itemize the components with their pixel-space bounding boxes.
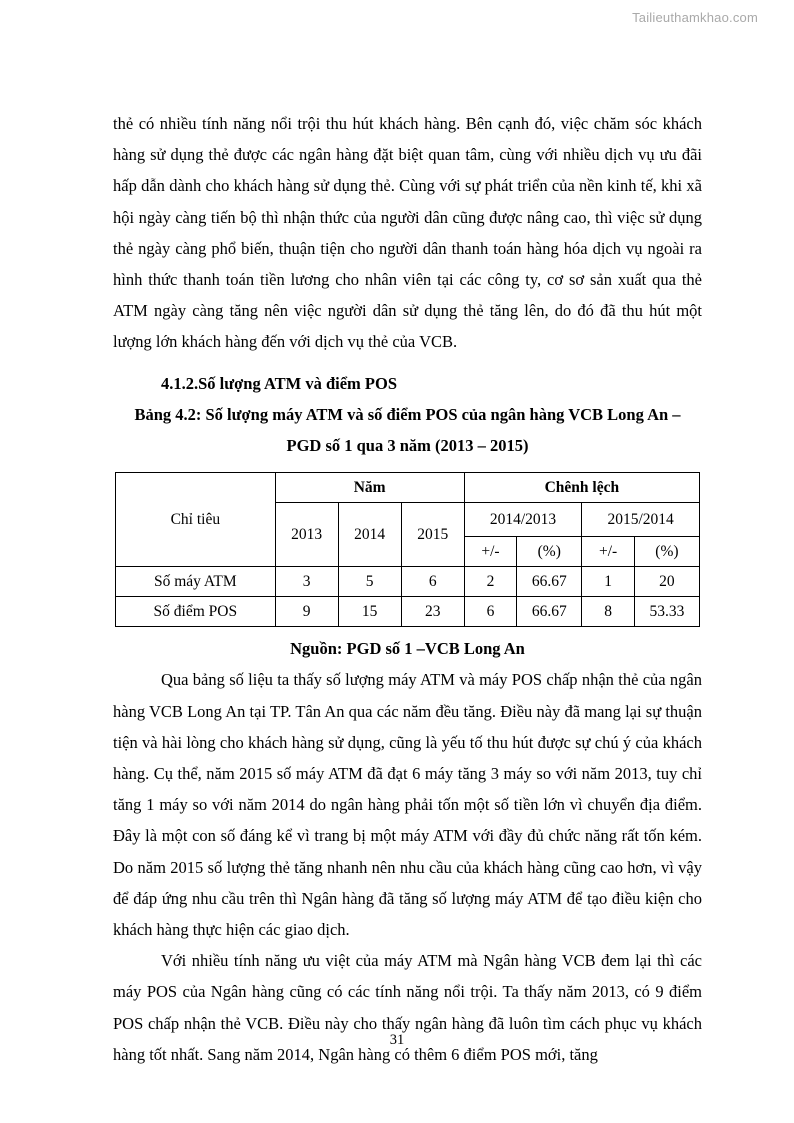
cell-pos-diff-2014-2013-pct: 66.67 (517, 597, 582, 627)
header-cell-sub-percent-1: (%) (517, 537, 582, 567)
cell-atm-2013: 3 (275, 567, 338, 597)
table-caption-line-1: Bảng 4.2: Số lượng máy ATM và số điểm POS của ngân hàng VCB Long An – (134, 404, 681, 424)
cell-pos-diff-2015-2014-pct: 53.33 (634, 597, 699, 627)
table-source-note: Nguồn: PGD số 1 –VCB Long An (290, 639, 525, 659)
watermark-text: Tailieuthamkhao.com (632, 10, 758, 25)
content-column (113, 108, 702, 1070)
cell-pos-2013: 9 (275, 597, 338, 627)
row-label-so-diem-pos: Số điểm POS (116, 597, 276, 627)
page-number: 31 (389, 1032, 405, 1048)
cell-atm-diff-2014-2013-pct: 66.67 (517, 567, 582, 597)
table-row (116, 567, 700, 597)
section-heading: 4.1.2.Số lượng ATM và điểm POS (161, 373, 398, 393)
cell-atm-diff-2015-2014-pct: 20 (634, 567, 699, 597)
header-cell-diff-2015-2014: 2015/2014 (582, 503, 700, 537)
cell-pos-2015: 23 (401, 597, 464, 627)
header-cell-year-2015: 2015 (401, 503, 464, 567)
header-cell-sub-plusminus-1: +/- (464, 537, 517, 567)
table-row (116, 597, 700, 627)
cell-pos-diff-2014-2013-abs: 6 (464, 597, 517, 627)
table-caption-line-2: PGD số 1 qua 3 năm (2013 – 2015) (286, 436, 529, 456)
header-cell-year-2014: 2014 (338, 503, 401, 567)
header-cell-sub-percent-2: (%) (634, 537, 699, 567)
paragraph-analysis-atm: Qua bảng số liệu ta thấy số lượng máy ATM và máy POS chấp nhận thẻ của ngân hàng VCB Long An tại TP. Tân An qua các năm đều tăng. Điều này đã mang lại sự thuận tiện và hài lòng cho khách hàng sử dụng, cũng là yếu tố thu hút được sự chú ý của khách hàng. Cụ thể, năm 2015 số máy ATM đã đạt 6 máy tăng 3 máy so với năm 2013, tuy chỉ tăng 1 máy so với năm 2014 do ngân hàng phải tốn một số tiền lớn vì chuyển địa điểm. Đây là một con số đáng kể vì trang bị một máy ATM với đầy đủ chức năng rất tốn kém. Do năm 2015 số lượng thẻ tăng nhanh nên nhu cầu của khách hàng cũng cao hơn, vì vậy để đáp ứng nhu cầu trên thì Ngân hàng đã tăng số lượng máy ATM để tạo điều kiện cho khách hàng thực hiện các giao dịch. (113, 670, 702, 940)
cell-atm-diff-2015-2014-abs: 1 (582, 567, 635, 597)
cell-atm-diff-2014-2013-abs: 2 (464, 567, 517, 597)
table-container (113, 472, 702, 627)
header-cell-diff-2014-2013: 2014/2013 (464, 503, 582, 537)
cell-atm-2014: 5 (338, 567, 401, 597)
header-group-nam: Năm (275, 473, 464, 503)
row-label-so-may-atm: Số máy ATM (116, 567, 276, 597)
atm-pos-table (115, 472, 700, 627)
paragraph-analysis-pos: Với nhiều tính năng ưu việt của máy ATM mà Ngân hàng VCB đem lại thì các máy POS của Ngân hàng cũng có các tính năng nổi trội. Ta thấy năm 2013, có 9 điểm POS chấp nhận thẻ VCB. Điều này cho thấy ngân hàng đã luôn tìm cách phục vụ khách hàng tốt nhất. Sang năm 2014, Ngân hàng có thêm 6 điểm POS mới, tăng (113, 951, 702, 1064)
cell-pos-2014: 15 (338, 597, 401, 627)
cell-atm-2015: 6 (401, 567, 464, 597)
cell-pos-diff-2015-2014-abs: 8 (582, 597, 635, 627)
table-header-row-1 (116, 473, 700, 503)
header-group-chenh-lech: Chênh lệch (464, 473, 699, 503)
header-cell-chi-tieu: Chỉ tiêu (116, 473, 276, 567)
header-cell-year-2013: 2013 (275, 503, 338, 567)
paragraph-intro: thẻ có nhiều tính năng nổi trội thu hút khách hàng. Bên cạnh đó, việc chăm sóc khách hàng sử dụng thẻ được các ngân hàng đặt biệt quan tâm, cùng với nhiều dịch vụ ưu đãi hấp dẫn dành cho khách hàng sử dụng thẻ. Cùng với sự phát triển của nền kinh tế, khi xã hội ngày càng tiến bộ thì nhận thức của người dân cũng được nâng cao, thì việc sử dụng thẻ ngày càng phổ biến, thuận tiện cho người dân thanh toán hàng hóa dịch vụ ngoài ra hình thức thanh toán tiền lương cho nhân viên tại các công ty, cơ sơ sản xuất qua thẻ ATM ngày càng tăng nên việc người dân sử dụng thẻ tăng lên, do đó đã thu hút một lượng lớn khách hàng đến với dịch vụ thẻ của VCB. (113, 114, 702, 352)
header-cell-sub-plusminus-2: +/- (582, 537, 635, 567)
